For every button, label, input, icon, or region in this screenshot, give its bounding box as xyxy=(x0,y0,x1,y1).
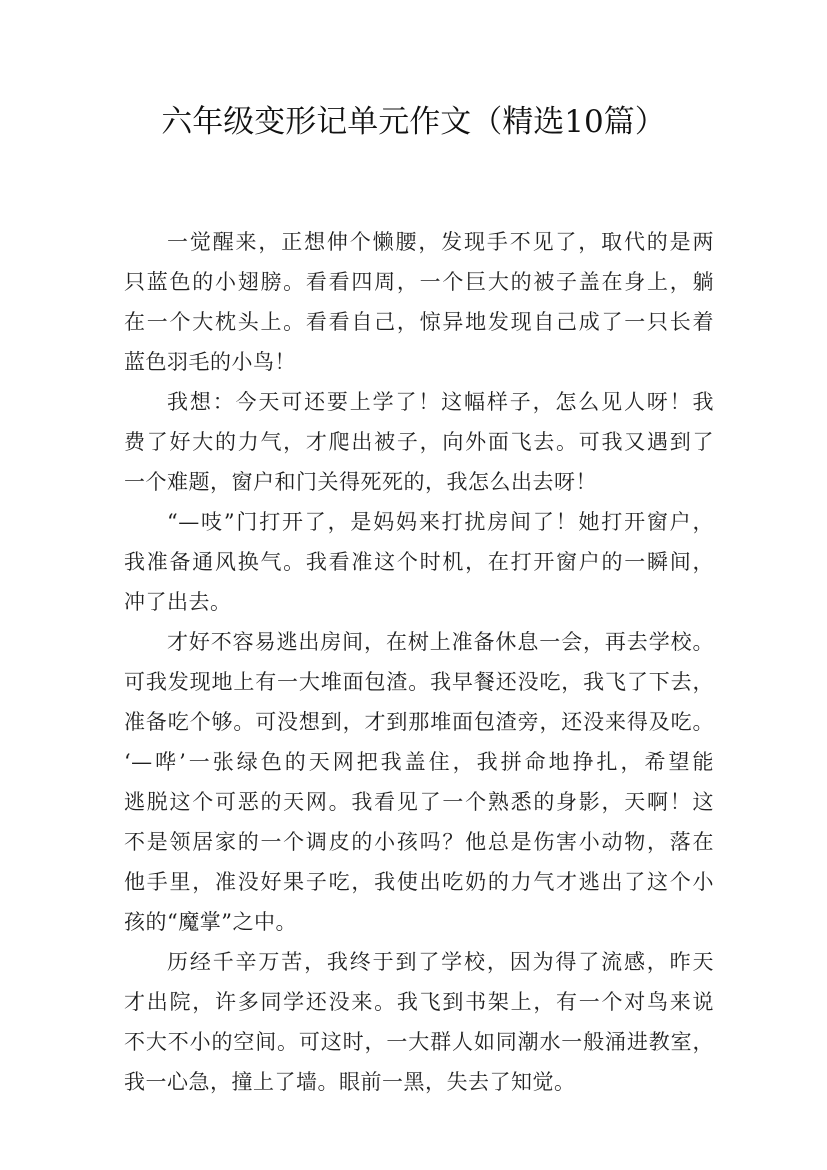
paragraph-line: 才好不容易逃出房间，在树上准备休息一会，再去学校。 xyxy=(167,630,714,654)
paragraph-line: 不是领居家的一个调皮的小孩吗？他总是伤害小动物，落在 xyxy=(124,830,714,854)
document-body xyxy=(124,222,714,1102)
paragraph-line: 只蓝色的小翅膀。看看四周，一个巨大的被子盖在身上，躺 xyxy=(124,270,714,294)
paragraph-line: 我想：今天可还要上学了！这幅样子，怎么见人呀！我 xyxy=(167,390,714,414)
paragraph-3 xyxy=(124,502,714,622)
paragraph-line: 可我发现地上有一大堆面包渣。我早餐还没吃，我飞了下去， xyxy=(124,670,714,694)
paragraph-line: 冲了出去。 xyxy=(124,590,232,614)
paragraph-line: 历经千辛万苦，我终于到了学校，因为得了流感，昨天 xyxy=(167,950,714,974)
paragraph-line: 费了好大的力气，才爬出被子，向外面飞去。可我又遇到了 xyxy=(124,430,714,454)
paragraph-line: 孩的“魔掌”之中。 xyxy=(124,910,297,934)
paragraph-line: 我准备通风换气。我看准这个时机，在打开窗户的一瞬间， xyxy=(124,550,714,574)
paragraph-line: 蓝色羽毛的小鸟！ xyxy=(124,350,296,374)
paragraph-line: 不大不小的空间。可这时，一大群人如同潮水一般涌进教室， xyxy=(124,1030,714,1054)
paragraph-4 xyxy=(124,622,714,942)
paragraph-line: 他手里，准没好果子吃，我使出吃奶的力气才逃出了这个小 xyxy=(124,870,714,894)
paragraph-1 xyxy=(124,222,714,382)
paragraph-line: 逃脱这个可恶的天网。我看见了一个熟悉的身影，天啊！这 xyxy=(124,790,714,814)
paragraph-line: 一觉醒来，正想伸个懒腰，发现手不见了，取代的是两 xyxy=(167,230,714,254)
paragraph-line: 一个难题，窗户和门关得死死的，我怎么出去呀！ xyxy=(124,470,597,494)
paragraph-line: “—吱”门打开了，是妈妈来打扰房间了！她打开窗户， xyxy=(167,510,714,534)
paragraph-5 xyxy=(124,942,714,1102)
paragraph-line: 准备吃个够。可没想到，才到那堆面包渣旁，还没来得及吃。 xyxy=(124,710,714,734)
paragraph-line: ‘—哗’一张绿色的天网把我盖住，我拼命地挣扎，希望能 xyxy=(124,750,714,774)
document-title: 六年级变形记单元作文（精选10篇） xyxy=(161,104,666,140)
paragraph-2 xyxy=(124,382,714,502)
paragraph-line: 在一个大枕头上。看看自己，惊异地发现自己成了一只长着 xyxy=(124,310,714,334)
paragraph-line: 我一心急，撞上了墙。眼前一黑，失去了知觉。 xyxy=(124,1070,576,1094)
paragraph-line: 才出院，许多同学还没来。我飞到书架上，有一个对鸟来说 xyxy=(124,990,714,1014)
